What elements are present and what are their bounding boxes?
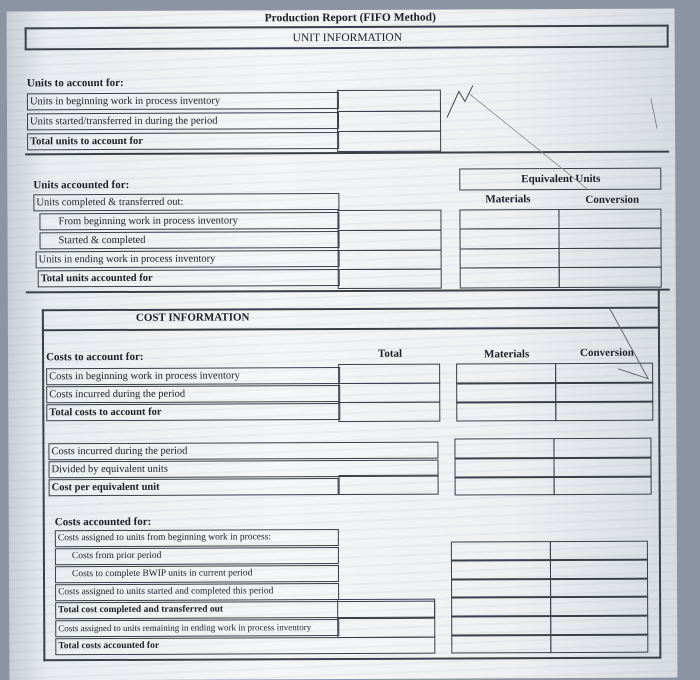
costs-prior-period-label: Costs from prior period — [55, 547, 339, 565]
total-column-heading: Total — [378, 347, 403, 360]
costs-assigned-bwip-label: Costs assigned to units from beginning work in process: — [55, 529, 339, 547]
divided-by-eu-label: Divided by equivalent units — [49, 460, 439, 479]
total-costs-to-account-label: Total costs to account for — [46, 403, 340, 421]
costs-accounted-heading: Costs accounted for: — [54, 515, 152, 529]
report-paper — [7, 9, 678, 680]
units-completed-label: Units completed & transferred out: — [33, 193, 339, 211]
unit-info-heading: UNIT INFORMATION — [292, 31, 403, 45]
cost-info-heading: COST INFORMATION — [135, 311, 250, 324]
total-units-accounted-label: Total units accounted for — [38, 269, 340, 287]
costs-ewip-label: Costs assigned to units remaining in ending work in process inventory — [55, 619, 339, 637]
pencil-marks — [7, 9, 678, 680]
total-costs-accounted-label: Total costs accounted for — [55, 637, 435, 656]
cost-per-eu-label: Cost per equivalent unit — [49, 478, 339, 496]
total-cost-transferred-label: Total cost completed and transferred out — [55, 601, 435, 620]
units-started-label: Units started/transferred in during the period — [27, 112, 339, 130]
units-accounted-heading: Units accounted for: — [33, 178, 130, 192]
pencil-line — [610, 309, 648, 379]
costs-complete-bwip-label: Costs to complete BWIP units in current period — [55, 565, 339, 583]
eu-conversion-heading: Conversion — [585, 193, 640, 206]
costs-started-completed-label: Costs assigned to units started and completed this period — [55, 583, 339, 601]
pencil-scribble — [447, 85, 473, 117]
units-bwip-label: Units in beginning work in process inventory — [27, 92, 339, 110]
units-ewip-label: Units in ending work in process inventory — [36, 250, 340, 268]
pencil-line — [651, 99, 657, 129]
costs-to-account-heading: Costs to account for: — [46, 350, 144, 364]
started-completed-label: Started & completed — [40, 231, 340, 249]
materials-column-heading: Materials — [484, 348, 530, 361]
costs-bwip-label: Costs in beginning work in process inventory — [46, 367, 340, 385]
equivalent-units-heading: Equivalent Units — [521, 172, 601, 186]
cpeu-costs-incurred-label: Costs incurred during the period — [48, 442, 438, 461]
from-bwip-label: From beginning work in process inventory — [39, 212, 339, 230]
units-to-account-heading: Units to account for: — [26, 76, 124, 90]
pencil-line — [469, 93, 587, 190]
eu-materials-heading: Materials — [485, 193, 531, 206]
costs-incurred-label: Costs incurred during the period — [46, 385, 340, 403]
report-title: Production Report (FIFO Method) — [264, 11, 436, 25]
conversion-column-heading: Conversion — [580, 346, 634, 359]
total-units-to-account-label: Total units to account for — [27, 132, 339, 150]
